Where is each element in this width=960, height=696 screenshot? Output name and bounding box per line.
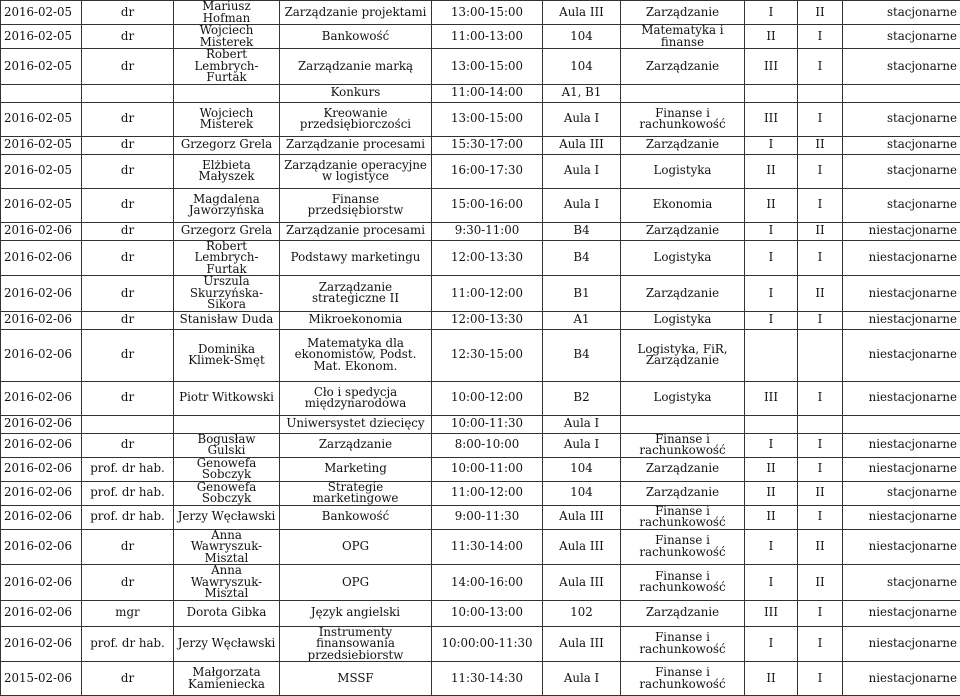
field-cell: Ekonomia	[621, 188, 745, 222]
field-cell: Finanse i rachunkowość	[621, 565, 745, 601]
lecturer-cell: Dorota Gibka	[174, 600, 280, 626]
semester-cell: II	[798, 529, 843, 565]
time-cell: 10:00:00-11:30	[432, 626, 543, 662]
date-cell: 2016-02-06	[1, 222, 82, 240]
mode-cell	[843, 415, 960, 433]
lecturer-cell: Bogusław Gulski	[174, 433, 280, 457]
year-cell	[745, 84, 798, 102]
field-cell: Logistyka	[621, 311, 745, 329]
lecturer-cell: Wojciech Misterek	[174, 102, 280, 136]
lecturer-cell	[174, 84, 280, 102]
field-cell: Finanse i rachunkowość	[621, 529, 745, 565]
table-row	[1, 329, 960, 381]
title-cell: dr	[82, 381, 174, 415]
date-cell: 2016-02-06	[1, 626, 82, 662]
lecturer-cell: Anna Wawryszuk-Misztal	[174, 565, 280, 601]
field-cell: Logistyka	[621, 240, 745, 276]
time-cell: 11:00-13:00	[432, 25, 543, 49]
lecturer-cell: Magdalena Jaworzyńska	[174, 188, 280, 222]
time-cell: 11:30-14:30	[432, 662, 543, 696]
year-cell	[745, 415, 798, 433]
date-cell	[1, 84, 82, 102]
time-cell: 15:00-16:00	[432, 188, 543, 222]
mode-cell: niestacjonarne	[843, 626, 960, 662]
lecturer-cell	[174, 415, 280, 433]
title-cell: dr	[82, 49, 174, 85]
date-cell: 2016-02-05	[1, 154, 82, 188]
schedule-body	[1, 1, 960, 696]
semester-cell	[798, 329, 843, 381]
lecturer-cell: Jerzy Węcławski	[174, 505, 280, 529]
year-cell: I	[745, 136, 798, 154]
date-cell: 2016-02-06	[1, 529, 82, 565]
field-cell: Zarządzanie	[621, 1, 745, 25]
year-cell: I	[745, 311, 798, 329]
mode-cell: stacjonarne	[843, 49, 960, 85]
room-cell: Aula III	[543, 505, 621, 529]
mode-cell: niestacjonarne	[843, 240, 960, 276]
mode-cell: niestacjonarne	[843, 433, 960, 457]
room-cell: Aula III	[543, 565, 621, 601]
time-cell: 9:00-11:30	[432, 505, 543, 529]
room-cell: Aula I	[543, 415, 621, 433]
title-cell: prof. dr hab.	[82, 457, 174, 481]
semester-cell: II	[798, 276, 843, 312]
time-cell: 8:00-10:00	[432, 433, 543, 457]
field-cell: Zarządzanie	[621, 481, 745, 505]
semester-cell: I	[798, 188, 843, 222]
room-cell: 104	[543, 49, 621, 85]
time-cell: 16:00-17:30	[432, 154, 543, 188]
date-cell: 2016-02-06	[1, 505, 82, 529]
subject-cell: Strategie marketingowe	[280, 481, 432, 505]
title-cell: dr	[82, 136, 174, 154]
table-row	[1, 136, 960, 154]
year-cell: I	[745, 626, 798, 662]
title-cell: dr	[82, 188, 174, 222]
title-cell: dr	[82, 240, 174, 276]
title-cell: dr	[82, 25, 174, 49]
subject-cell: Mikroekonomia	[280, 311, 432, 329]
date-cell: 2015-02-06	[1, 662, 82, 696]
date-cell: 2016-02-05	[1, 49, 82, 85]
table-row	[1, 415, 960, 433]
field-cell: Zarządzanie	[621, 276, 745, 312]
mode-cell: niestacjonarne	[843, 222, 960, 240]
time-cell: 9:30-11:00	[432, 222, 543, 240]
year-cell: II	[745, 188, 798, 222]
room-cell: Aula III	[543, 626, 621, 662]
subject-cell: Bankowość	[280, 25, 432, 49]
title-cell: dr	[82, 329, 174, 381]
room-cell: B4	[543, 222, 621, 240]
date-cell: 2016-02-06	[1, 433, 82, 457]
room-cell: A1	[543, 311, 621, 329]
year-cell: II	[745, 457, 798, 481]
lecturer-cell: Elżbieta Małyszek	[174, 154, 280, 188]
room-cell: B4	[543, 329, 621, 381]
lecturer-cell: Stanisław Duda	[174, 311, 280, 329]
field-cell: Zarządzanie	[621, 222, 745, 240]
date-cell: 2016-02-05	[1, 188, 82, 222]
subject-cell: Matematyka dla ekonomistów, Podst. Mat. Ekonom.	[280, 329, 432, 381]
room-cell: 104	[543, 25, 621, 49]
year-cell: II	[745, 154, 798, 188]
title-cell: dr	[82, 662, 174, 696]
time-cell: 15:30-17:00	[432, 136, 543, 154]
semester-cell: I	[798, 662, 843, 696]
time-cell: 11:30-14:00	[432, 529, 543, 565]
table-row	[1, 1, 960, 25]
mode-cell: stacjonarne	[843, 102, 960, 136]
lecturer-cell: Mariusz Hofman	[174, 1, 280, 25]
semester-cell: I	[798, 457, 843, 481]
time-cell: 10:00-11:30	[432, 415, 543, 433]
subject-cell: OPG	[280, 565, 432, 601]
mode-cell: niestacjonarne	[843, 529, 960, 565]
date-cell: 2016-02-06	[1, 240, 82, 276]
date-cell: 2016-02-06	[1, 600, 82, 626]
lecturer-cell: Genowefa Sobczyk	[174, 481, 280, 505]
mode-cell: stacjonarne	[843, 565, 960, 601]
subject-cell: Zarządzanie marką	[280, 49, 432, 85]
semester-cell: II	[798, 481, 843, 505]
lecturer-cell: Wojciech Misterek	[174, 25, 280, 49]
time-cell: 12:30-15:00	[432, 329, 543, 381]
subject-cell: OPG	[280, 529, 432, 565]
time-cell: 13:00-15:00	[432, 1, 543, 25]
date-cell: 2016-02-06	[1, 329, 82, 381]
subject-cell: Podstawy marketingu	[280, 240, 432, 276]
field-cell: Finanse i rachunkowość	[621, 505, 745, 529]
table-row	[1, 276, 960, 312]
table-row	[1, 102, 960, 136]
lecturer-cell: Piotr Witkowski	[174, 381, 280, 415]
date-cell: 2016-02-06	[1, 565, 82, 601]
table-row	[1, 25, 960, 49]
field-cell: Matematyka i finanse	[621, 25, 745, 49]
date-cell: 2016-02-06	[1, 381, 82, 415]
table-row	[1, 433, 960, 457]
lecturer-cell: Grzegorz Grela	[174, 222, 280, 240]
semester-cell: II	[798, 1, 843, 25]
mode-cell: niestacjonarne	[843, 276, 960, 312]
title-cell: dr	[82, 276, 174, 312]
year-cell: II	[745, 481, 798, 505]
table-row	[1, 84, 960, 102]
time-cell: 10:00-11:00	[432, 457, 543, 481]
year-cell: I	[745, 276, 798, 312]
title-cell: dr	[82, 311, 174, 329]
subject-cell: Instrumenty finansowania przedsiebiorstw	[280, 626, 432, 662]
table-row	[1, 600, 960, 626]
room-cell: B4	[543, 240, 621, 276]
year-cell: II	[745, 25, 798, 49]
year-cell: I	[745, 529, 798, 565]
subject-cell: Zarządzanie strategiczne II	[280, 276, 432, 312]
lecturer-cell: Małgorzata Kamieniecka	[174, 662, 280, 696]
table-row	[1, 505, 960, 529]
table-row	[1, 222, 960, 240]
room-cell: Aula I	[543, 662, 621, 696]
mode-cell: niestacjonarne	[843, 457, 960, 481]
subject-cell: Język angielski	[280, 600, 432, 626]
field-cell: Logistyka	[621, 381, 745, 415]
mode-cell: niestacjonarne	[843, 505, 960, 529]
semester-cell: I	[798, 102, 843, 136]
semester-cell	[798, 84, 843, 102]
semester-cell: I	[798, 626, 843, 662]
year-cell	[745, 329, 798, 381]
time-cell: 13:00-15:00	[432, 49, 543, 85]
mode-cell: stacjonarne	[843, 188, 960, 222]
year-cell: III	[745, 49, 798, 85]
field-cell: Finanse i rachunkowość	[621, 433, 745, 457]
lecturer-cell: Grzegorz Grela	[174, 136, 280, 154]
table-row	[1, 662, 960, 696]
semester-cell	[798, 415, 843, 433]
time-cell: 13:00-15:00	[432, 102, 543, 136]
table-row	[1, 240, 960, 276]
mode-cell: stacjonarne	[843, 136, 960, 154]
lecturer-cell: Genowefa Sobczyk	[174, 457, 280, 481]
title-cell: dr	[82, 565, 174, 601]
year-cell: I	[745, 222, 798, 240]
date-cell: 2016-02-05	[1, 102, 82, 136]
date-cell: 2016-02-05	[1, 25, 82, 49]
date-cell: 2016-02-06	[1, 481, 82, 505]
room-cell: Aula III	[543, 1, 621, 25]
field-cell	[621, 84, 745, 102]
year-cell: I	[745, 1, 798, 25]
room-cell: Aula I	[543, 154, 621, 188]
room-cell: 104	[543, 457, 621, 481]
field-cell: Finanse i rachunkowość	[621, 626, 745, 662]
title-cell: dr	[82, 1, 174, 25]
mode-cell: niestacjonarne	[843, 311, 960, 329]
mode-cell: stacjonarne	[843, 25, 960, 49]
semester-cell: I	[798, 25, 843, 49]
mode-cell: niestacjonarne	[843, 329, 960, 381]
year-cell: III	[745, 381, 798, 415]
title-cell: prof. dr hab.	[82, 505, 174, 529]
field-cell: Zarządzanie	[621, 49, 745, 85]
title-cell	[82, 84, 174, 102]
field-cell: Zarządzanie	[621, 457, 745, 481]
semester-cell: I	[798, 381, 843, 415]
table-row	[1, 626, 960, 662]
date-cell: 2016-02-06	[1, 276, 82, 312]
time-cell: 11:00-12:00	[432, 481, 543, 505]
semester-cell: I	[798, 240, 843, 276]
table-row	[1, 311, 960, 329]
semester-cell: I	[798, 154, 843, 188]
room-cell: Aula I	[543, 433, 621, 457]
date-cell: 2016-02-06	[1, 457, 82, 481]
room-cell: A1, B1	[543, 84, 621, 102]
subject-cell: Bankowość	[280, 505, 432, 529]
lecturer-cell: Jerzy Węcławski	[174, 626, 280, 662]
date-cell: 2016-02-06	[1, 415, 82, 433]
table-row	[1, 154, 960, 188]
room-cell: B1	[543, 276, 621, 312]
semester-cell: I	[798, 505, 843, 529]
time-cell: 10:00-12:00	[432, 381, 543, 415]
table-row	[1, 381, 960, 415]
room-cell: Aula III	[543, 136, 621, 154]
field-cell: Finanse i rachunkowość	[621, 662, 745, 696]
lecturer-cell: Dominika Klimek-Smęt	[174, 329, 280, 381]
semester-cell: II	[798, 136, 843, 154]
field-cell: Zarządzanie	[621, 136, 745, 154]
title-cell: dr	[82, 154, 174, 188]
table-row	[1, 565, 960, 601]
table-row	[1, 49, 960, 85]
time-cell: 10:00-13:00	[432, 600, 543, 626]
subject-cell: Zarządzanie projektami	[280, 1, 432, 25]
field-cell: Finanse i rachunkowość	[621, 102, 745, 136]
title-cell: dr	[82, 433, 174, 457]
semester-cell: I	[798, 49, 843, 85]
subject-cell: Uniwersystet dziecięcy	[280, 415, 432, 433]
field-cell: Logistyka	[621, 154, 745, 188]
mode-cell: stacjonarne	[843, 154, 960, 188]
title-cell: mgr	[82, 600, 174, 626]
field-cell	[621, 415, 745, 433]
room-cell: Aula III	[543, 529, 621, 565]
lecturer-cell: Robert Lembrych-Furtak	[174, 240, 280, 276]
date-cell: 2016-02-05	[1, 1, 82, 25]
subject-cell: Kreowanie przedsiębiorczości	[280, 102, 432, 136]
table-row	[1, 529, 960, 565]
mode-cell: niestacjonarne	[843, 600, 960, 626]
semester-cell: I	[798, 600, 843, 626]
subject-cell: Zarządzanie operacyjne w logistyce	[280, 154, 432, 188]
lecturer-cell: Robert Lembrych-Furtak	[174, 49, 280, 85]
date-cell: 2016-02-05	[1, 136, 82, 154]
room-cell: Aula I	[543, 102, 621, 136]
time-cell: 14:00-16:00	[432, 565, 543, 601]
title-cell: prof. dr hab.	[82, 626, 174, 662]
semester-cell: I	[798, 433, 843, 457]
semester-cell: II	[798, 565, 843, 601]
room-cell: 104	[543, 481, 621, 505]
time-cell: 12:00-13:30	[432, 240, 543, 276]
title-cell: dr	[82, 529, 174, 565]
title-cell: dr	[82, 222, 174, 240]
subject-cell: Finanse przedsiębiorstw	[280, 188, 432, 222]
year-cell: III	[745, 102, 798, 136]
subject-cell: Zarządzanie	[280, 433, 432, 457]
year-cell: I	[745, 240, 798, 276]
year-cell: I	[745, 433, 798, 457]
subject-cell: Zarządzanie procesami	[280, 136, 432, 154]
lecturer-cell: Anna Wawryszuk-Misztal	[174, 529, 280, 565]
table-row	[1, 457, 960, 481]
table-row	[1, 481, 960, 505]
title-cell: dr	[82, 102, 174, 136]
lecturer-cell: Urszula Skurzyńska-Sikora	[174, 276, 280, 312]
room-cell: B2	[543, 381, 621, 415]
mode-cell: stacjonarne	[843, 1, 960, 25]
field-cell: Zarządzanie	[621, 600, 745, 626]
mode-cell: stacjonarne	[843, 481, 960, 505]
semester-cell: II	[798, 222, 843, 240]
mode-cell: niestacjonarne	[843, 381, 960, 415]
title-cell	[82, 415, 174, 433]
time-cell: 11:00-12:00	[432, 276, 543, 312]
table-row	[1, 188, 960, 222]
mode-cell	[843, 84, 960, 102]
subject-cell: Cło i spedycja międzynarodowa	[280, 381, 432, 415]
room-cell: 102	[543, 600, 621, 626]
subject-cell: Konkurs	[280, 84, 432, 102]
time-cell: 11:00-14:00	[432, 84, 543, 102]
subject-cell: Marketing	[280, 457, 432, 481]
field-cell: Logistyka, FiR, Zarządzanie	[621, 329, 745, 381]
semester-cell: I	[798, 311, 843, 329]
time-cell: 12:00-13:30	[432, 311, 543, 329]
title-cell: prof. dr hab.	[82, 481, 174, 505]
year-cell: II	[745, 662, 798, 696]
year-cell: III	[745, 600, 798, 626]
subject-cell: MSSF	[280, 662, 432, 696]
year-cell: I	[745, 565, 798, 601]
room-cell: Aula I	[543, 188, 621, 222]
mode-cell: niestacjonarne	[843, 662, 960, 696]
date-cell: 2016-02-06	[1, 311, 82, 329]
subject-cell: Zarządzanie procesami	[280, 222, 432, 240]
year-cell: II	[745, 505, 798, 529]
